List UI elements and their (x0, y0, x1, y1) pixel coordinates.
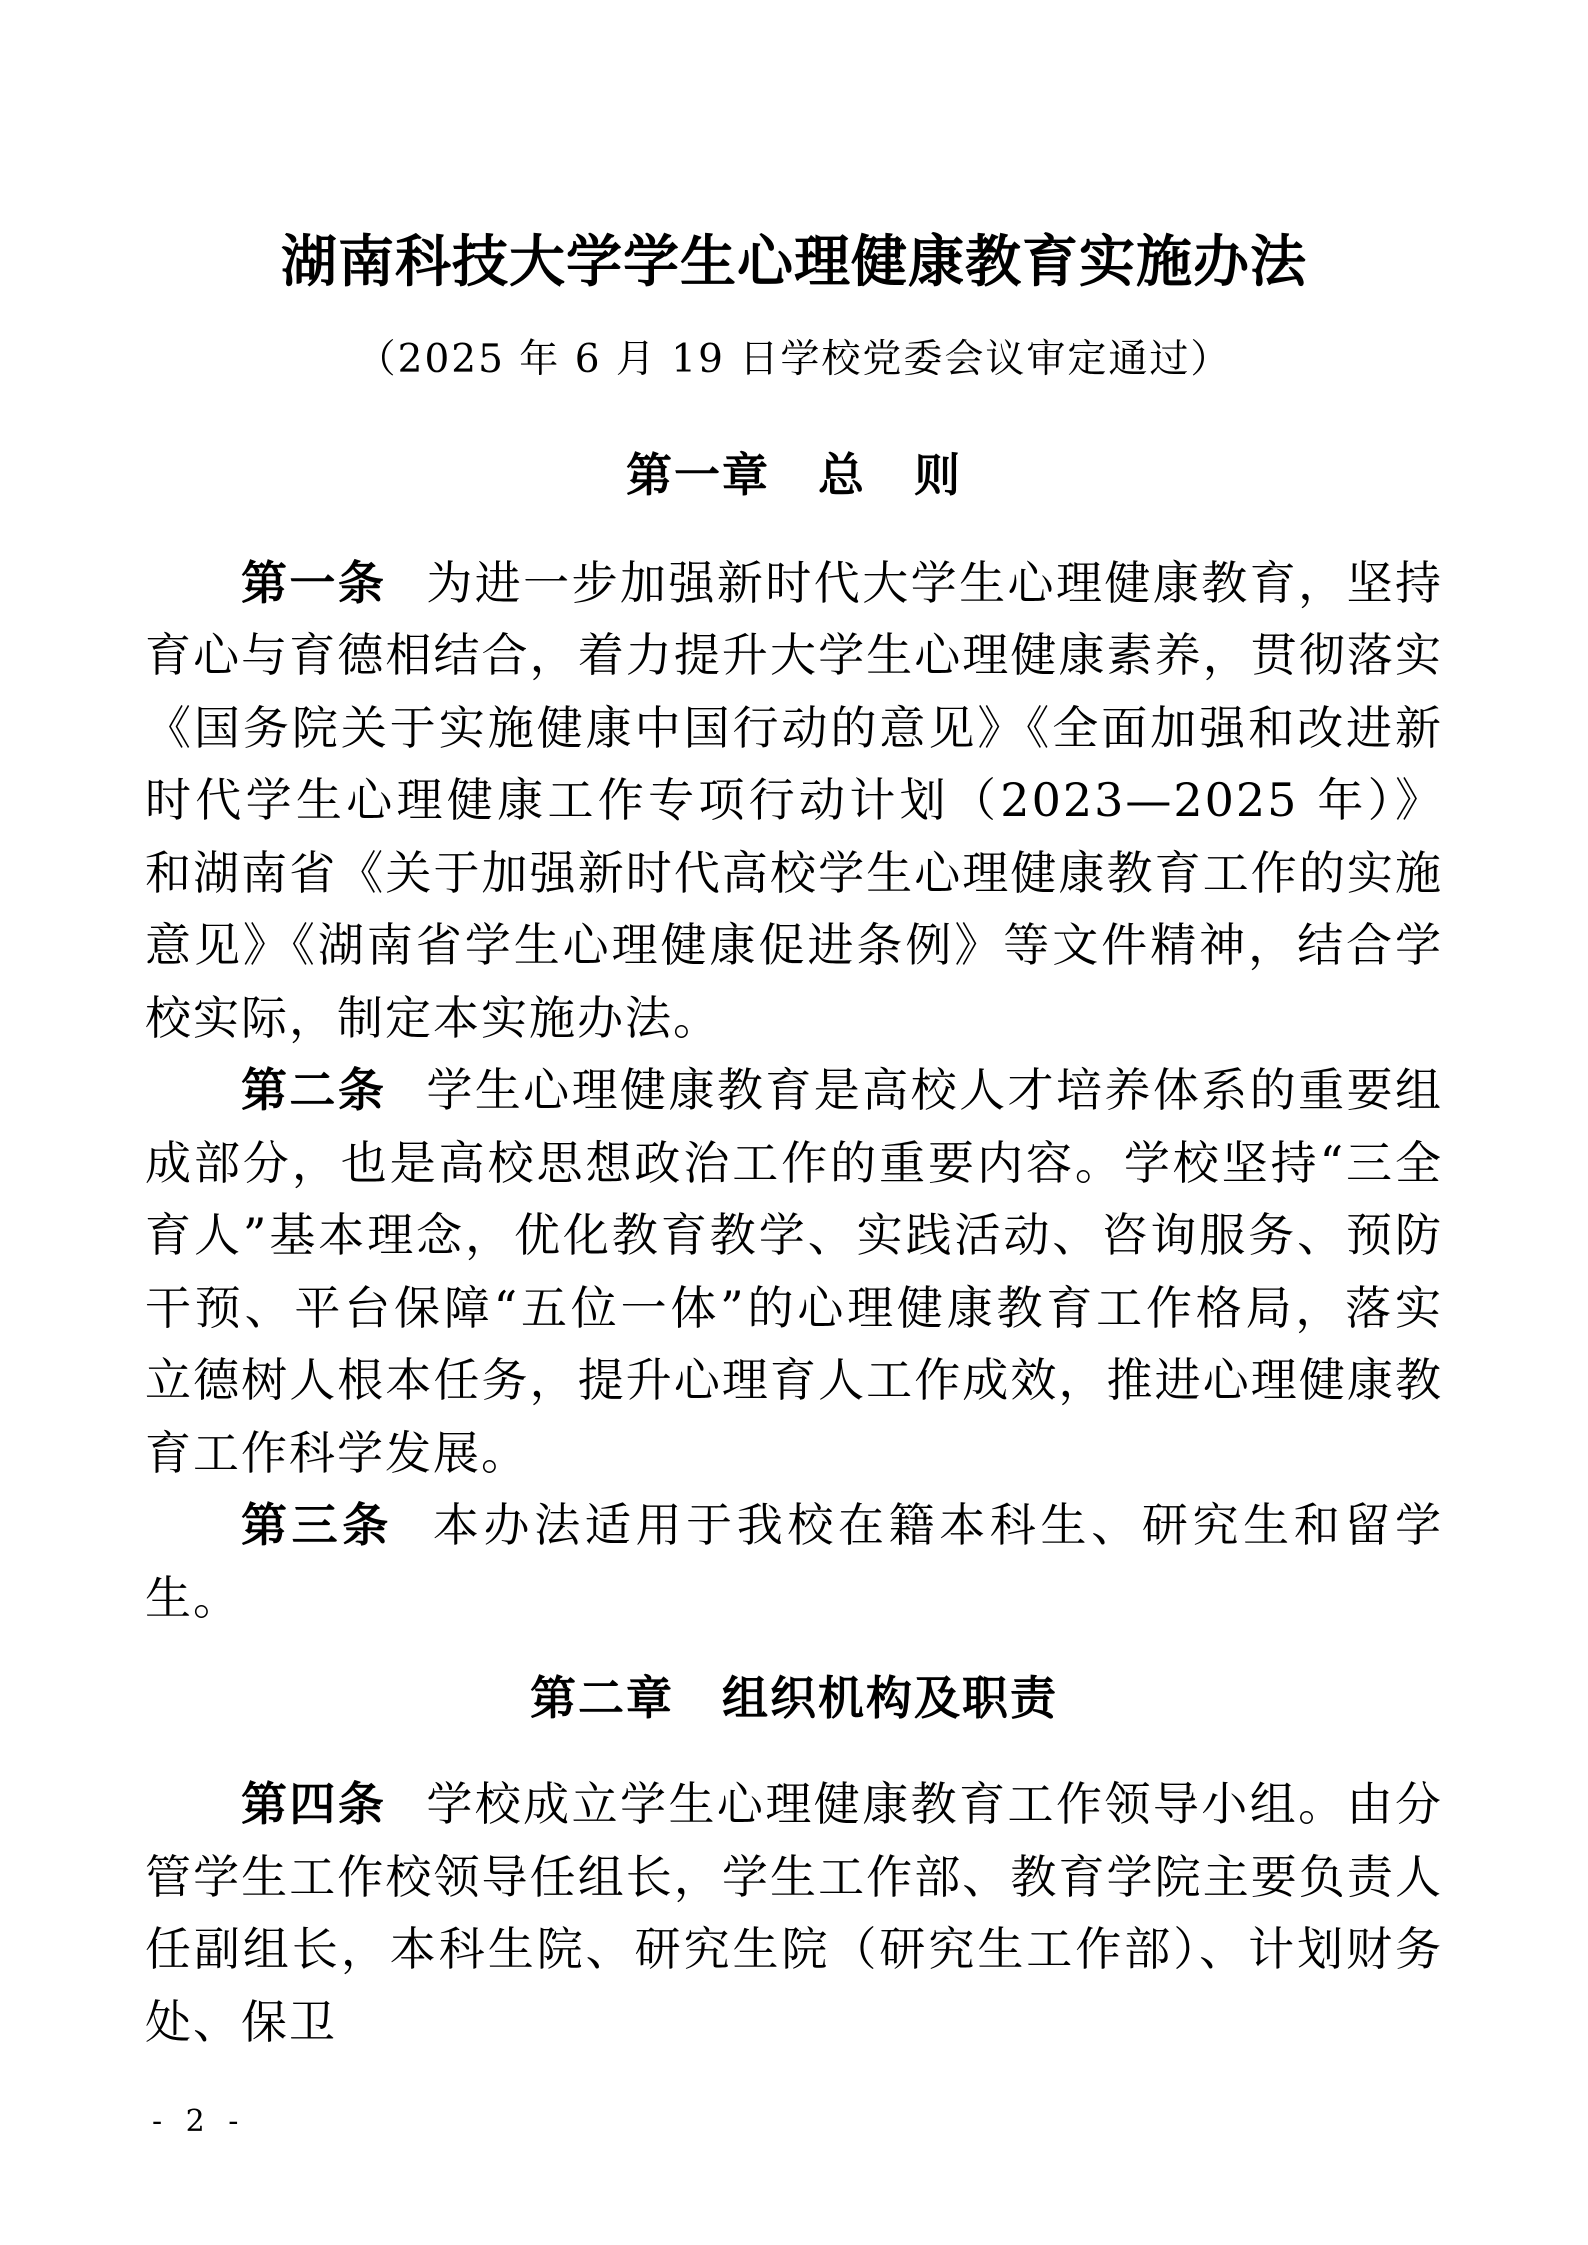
document-subtitle: （2025 年 6 月 19 日学校党委会议审定通过） (356, 336, 1232, 382)
chapter-1-heading: 第一章 总 则 (626, 447, 962, 502)
article-3-text: 本办法适用于我校在籍本科生、研究生和留学生。 (145, 1498, 1444, 1625)
article-2 (145, 1054, 1443, 1489)
chapter-2-heading: 第二章 组织机构及职责 (530, 1671, 1058, 1726)
article-3-label: 第三条 (241, 1498, 393, 1553)
article-1-text: 为进一步加强新时代大学生心理健康教育，坚持育心与育德相结合，着力提升大学生心理健康素养，贯彻落实《国务院关于实施健康中国行动的意见》《全面加强和改进新时代学生心理健康工作专项行动计划（2023—2025 年）》和湖南省《关于加强新时代高校学生心理健康教育工作的实施意见》《湖南省学生心理健康促进条例》等文件精神，结合学校实际，制定本实施办法。 (145, 555, 1444, 1045)
page-number: - 2 - (152, 2104, 246, 2139)
document-title: 湖南科技大学学生心理健康教育实施办法 (281, 229, 1307, 295)
article-4 (145, 1768, 1443, 2058)
article-4-text: 学校成立学生心理健康教育工作领导小组。由分管学生工作校领导任组长，学生工作部、教育学院主要负责人任副组长，本科生院、研究生院（研究生工作部）、计划财务处、保卫 (145, 1777, 1444, 2049)
article-2-label: 第二条 (241, 1063, 387, 1118)
article-3 (145, 1489, 1443, 1634)
article-1-label: 第一条 (241, 555, 387, 610)
article-2-text: 学生心理健康教育是高校人才培养体系的重要组成部分，也是高校思想政治工作的重要内容。学校坚持“三全育人”基本理念，优化教育教学、实践活动、咨询服务、预防干预、平台保障“五位一体”的心理健康教育工作格局，落实立德树人根本任务，提升心理育人工作成效，推进心理健康教育工作科学发展。 (145, 1063, 1444, 1480)
article-1 (145, 547, 1443, 1055)
article-4-label: 第四条 (241, 1777, 387, 1832)
